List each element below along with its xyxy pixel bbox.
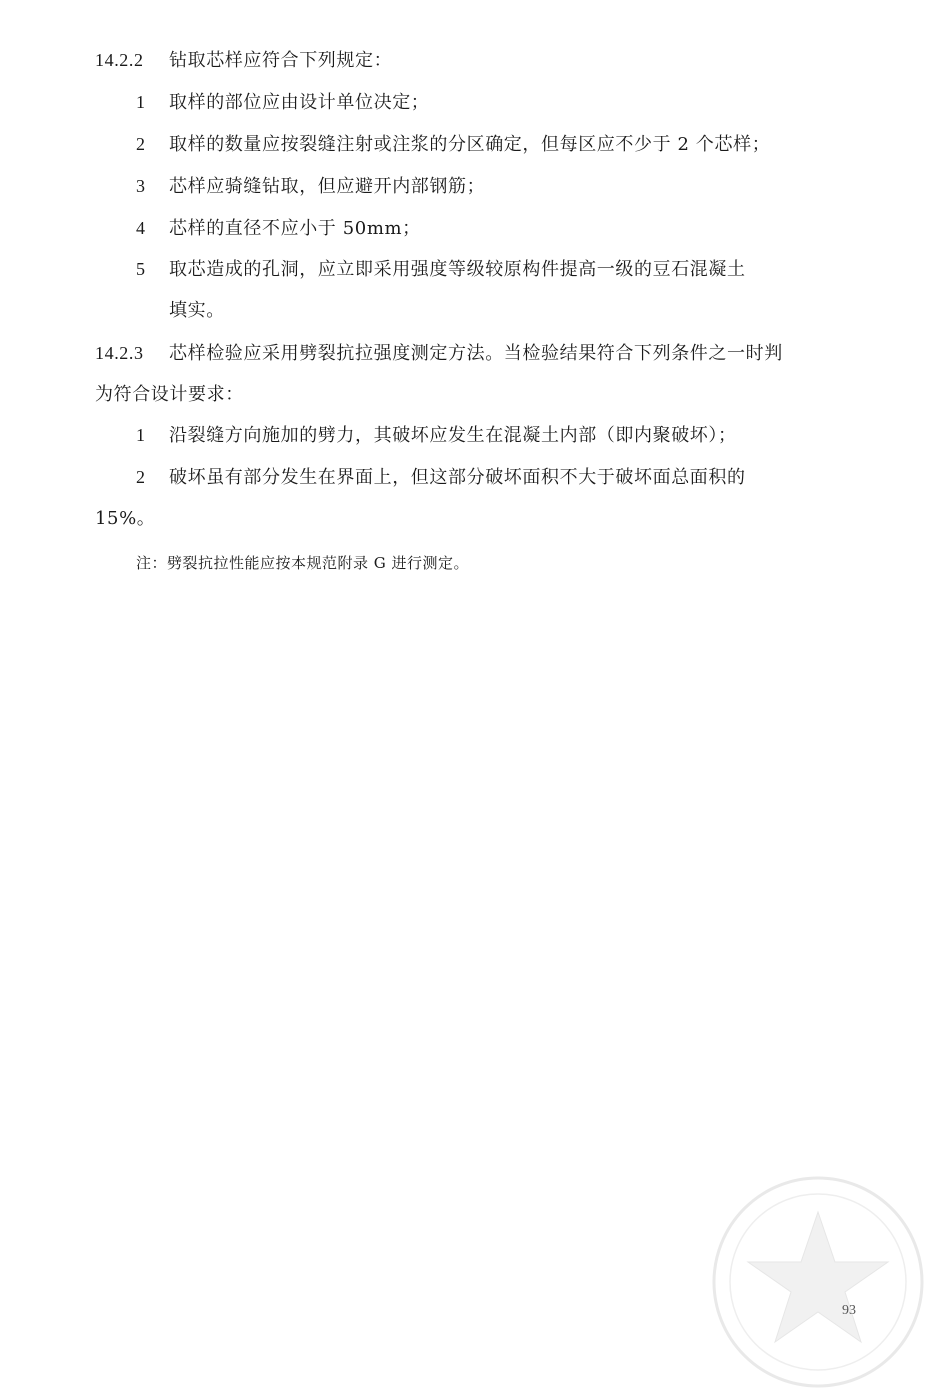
section-heading: 芯样检验应采用劈裂抗拉强度测定方法。当检验结果符合下列条件之一时判 — [169, 343, 783, 364]
list-item-number: 1 — [136, 425, 146, 445]
list-item-continuation: 填实。 — [169, 300, 225, 321]
section-14-2-3-heading-line — [95, 341, 783, 366]
list-item — [136, 90, 429, 115]
stamp-watermark-icon — [708, 1172, 928, 1392]
section-14-2-2-heading-line — [95, 48, 392, 73]
list-item — [136, 174, 485, 199]
list-item-text: 取样的部位应由设计单位决定； — [169, 92, 430, 113]
list-item-number: 3 — [136, 176, 146, 196]
section-heading-continuation: 为符合设计要求： — [95, 384, 244, 405]
section-heading: 钻取芯样应符合下列规定： — [169, 50, 393, 71]
list-item-number: 2 — [136, 134, 146, 154]
list-item-number: 2 — [136, 467, 146, 487]
list-item — [136, 257, 746, 282]
list-item — [136, 423, 737, 448]
list-item-number: 4 — [136, 218, 146, 238]
list-item — [136, 465, 746, 490]
note: 注：劈裂抗拉性能应按本规范附录 G 进行测定。 — [136, 554, 470, 572]
list-item-text: 破坏虽有部分发生在界面上，但这部分破坏面积不大于破坏面总面积的 — [169, 467, 746, 488]
section-number: 14.2.3 — [95, 343, 144, 363]
list-item-number: 1 — [136, 92, 146, 112]
list-item — [136, 216, 421, 241]
section-number: 14.2.2 — [95, 50, 144, 70]
list-item-text: 取样的数量应按裂缝注射或注浆的分区确定，但每区应不少于 2 个芯样； — [169, 134, 771, 155]
list-item-text: 芯样的直径不应小于 50mm； — [169, 218, 421, 239]
list-item-number: 5 — [136, 259, 146, 279]
list-item-text: 沿裂缝方向施加的劈力，其破坏应发生在混凝土内部（即内聚破坏）； — [169, 425, 737, 446]
list-item — [136, 132, 770, 157]
list-item-text: 芯样应骑缝钻取，但应避开内部钢筋； — [169, 176, 486, 197]
list-item-continuation: 15%。 — [95, 508, 156, 529]
list-item-text: 取芯造成的孔洞，应立即采用强度等级较原构件提高一级的豆石混凝土 — [169, 259, 746, 280]
page-number: 93 — [842, 1303, 856, 1318]
